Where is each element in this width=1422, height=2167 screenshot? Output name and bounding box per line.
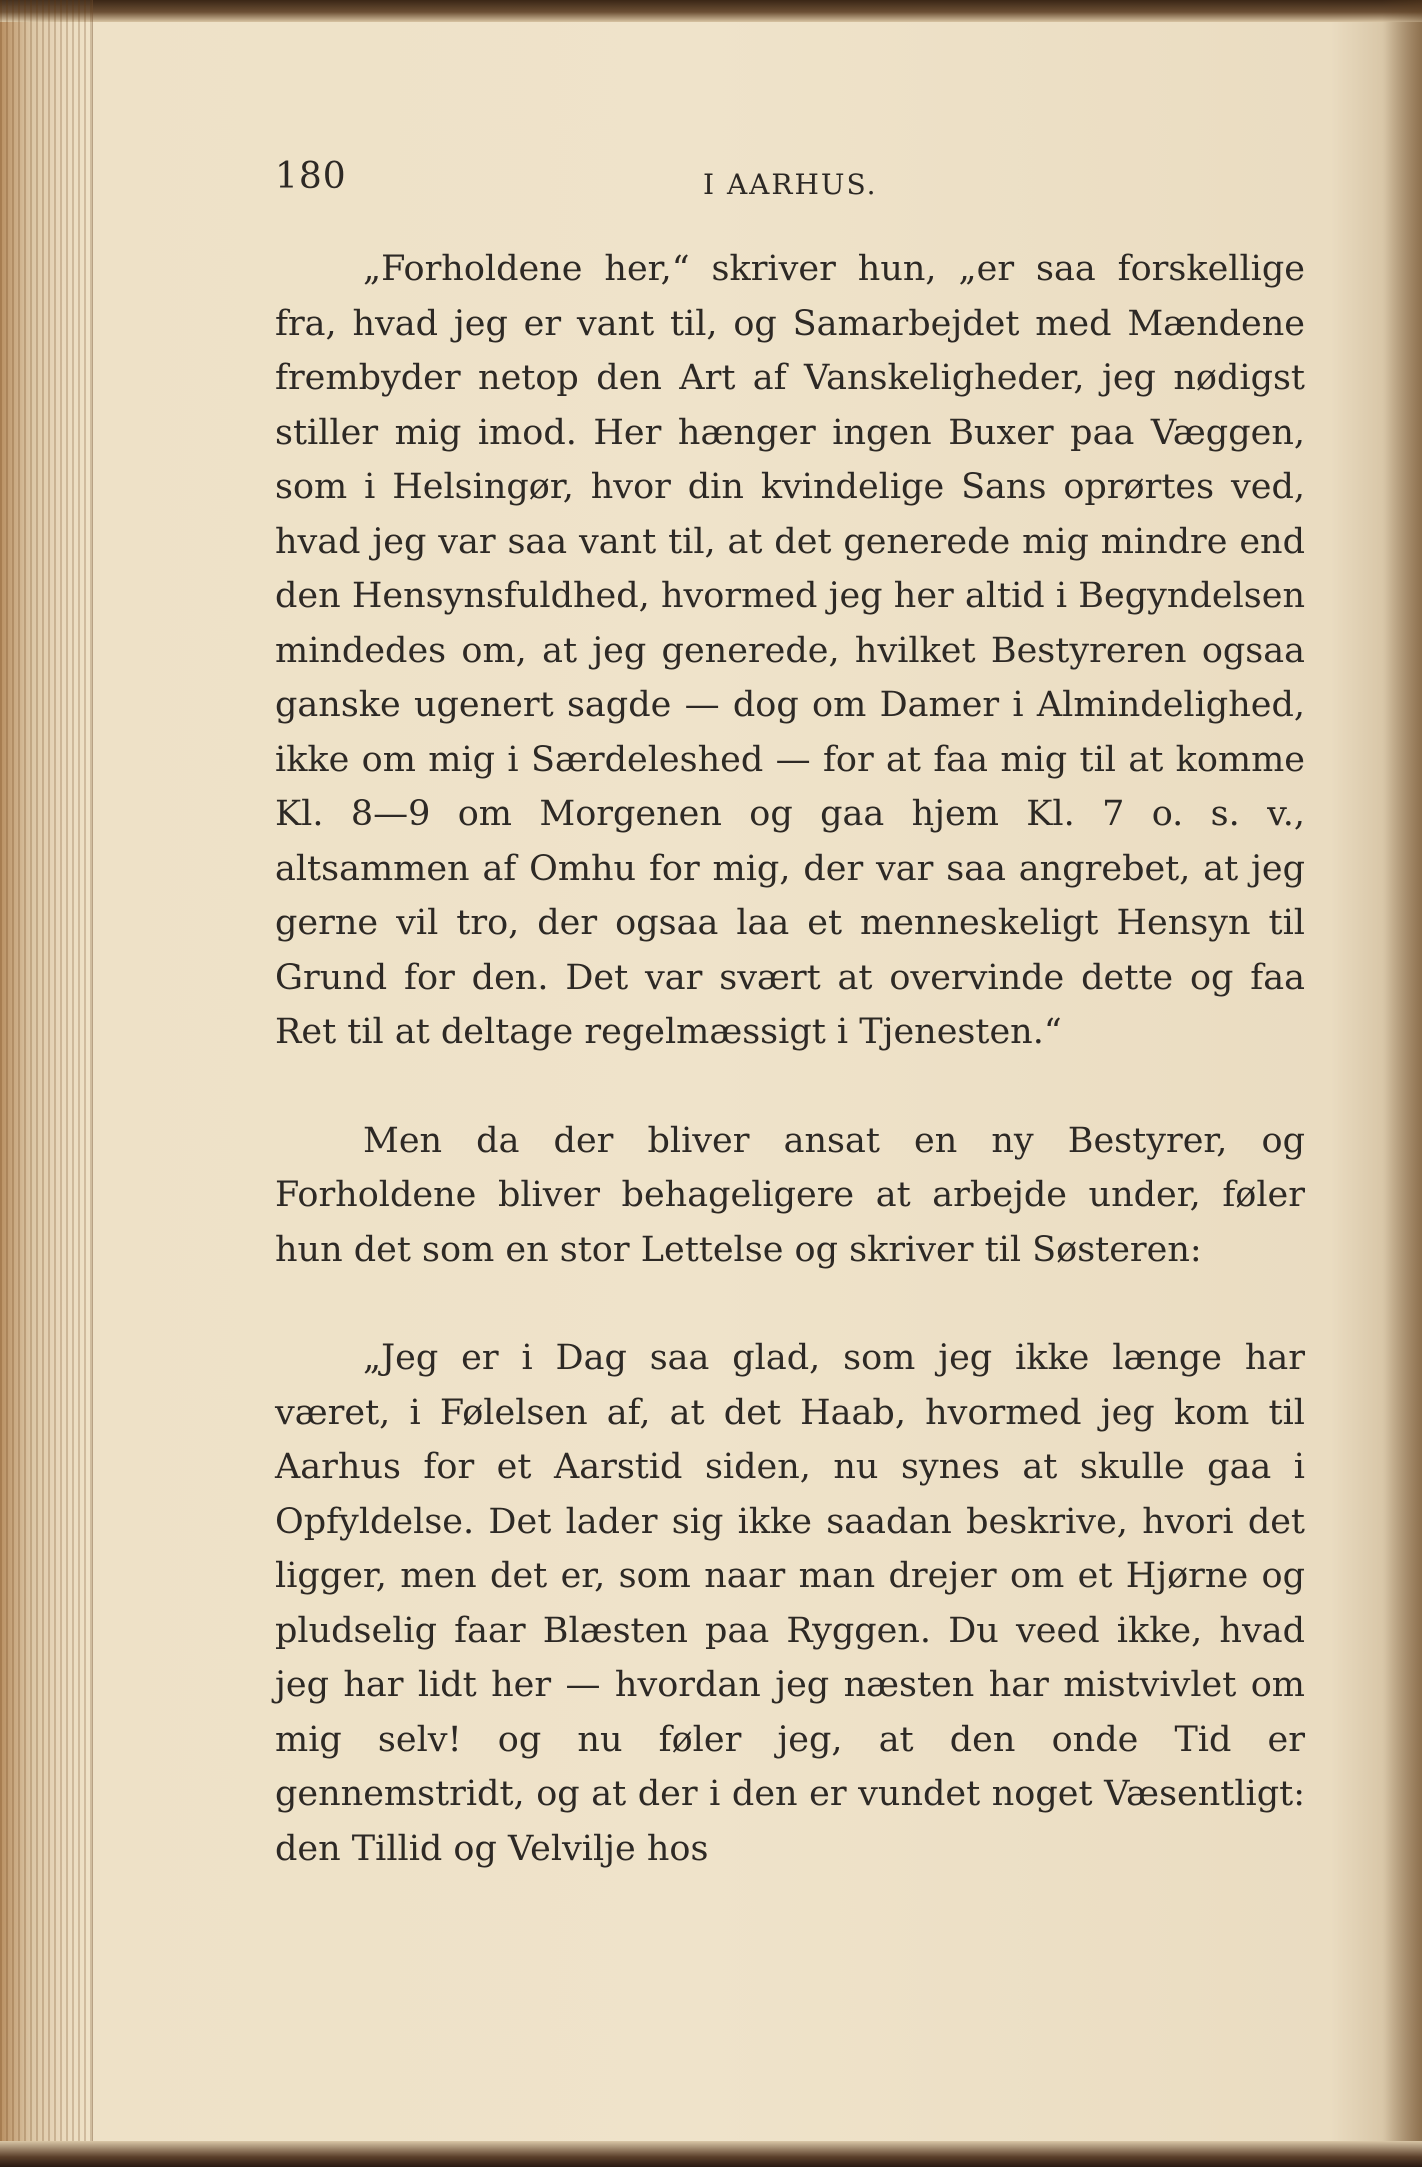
- paragraph-letter-1: „Forholdene her,“ skriver hun, „er saa forskellige fra, hvad jeg er vant til, og Samarbejdet med Mændene frembyder netop den Art af Vanskeligheder, jeg nødigst stiller mig imod. Her hænger ingen Buxer paa Væggen, som i Helsingør, hvor din kvindelige Sans oprørtes ved, hvad jeg var saa vant til, at det generede mig mindre end den Hensynsfuldhed, hvormed jeg her altid i Begyndelsen mindedes om, at jeg generede, hvilket Bestyreren ogsaa ganske ugenert sagde — dog om Damer i Almindelighed, ikke om mig i Særdeleshed — for at faa mig til at komme Kl. 8—9 om Morgenen og gaa hjem Kl. 7 o. s. v., altsammen af Omhu for mig, der var saa angrebet, at jeg gerne vil tro, der ogsaa laa et menneskeligt Hensyn til Grund for den. Det var svært at overvinde dette og faa Ret til at deltage regelmæssigt i Tjenesten.“: [275, 249, 1305, 1052]
- right-page-edge: [1382, 0, 1422, 2167]
- paragraph-narration: Men da der bliver ansat en ny Bestyrer, og Forholdene bliver behageligere at arbejde under, føler hun det som en stor Lettelse og skriver til Søsteren:: [275, 1120, 1305, 1270]
- paragraph-letter-2: „Jeg er i Dag saa glad, som jeg ikke længe har været, i Følelsen af, at det Haab, hvormed jeg kom til Aarhus for et Aarstid siden, nu synes at skulle gaa i Opfyldelse. Det lader sig ikke saadan beskrive, hvori det ligger, men det er, som naar man drejer om et Hjørne og pludselig faar Blæsten paa Ryggen. Du veed ikke, hvad jeg har lidt her — hvordan jeg næsten har mistvivlet om mig selv! og nu føler jeg, at den onde Tid er gennemstridt, og at der i den er vundet noget Væsentligt: den Tillid og Velvilje hos: [275, 1338, 1305, 1869]
- bottom-page-edge: [0, 2141, 1422, 2167]
- top-page-edge: [0, 0, 1422, 22]
- page-header: [275, 150, 1305, 204]
- book-spine-edge: [0, 0, 93, 2167]
- page-text-block: [275, 150, 1305, 1876]
- running-head: I AARHUS.: [703, 168, 878, 201]
- page-number: 180: [275, 156, 347, 197]
